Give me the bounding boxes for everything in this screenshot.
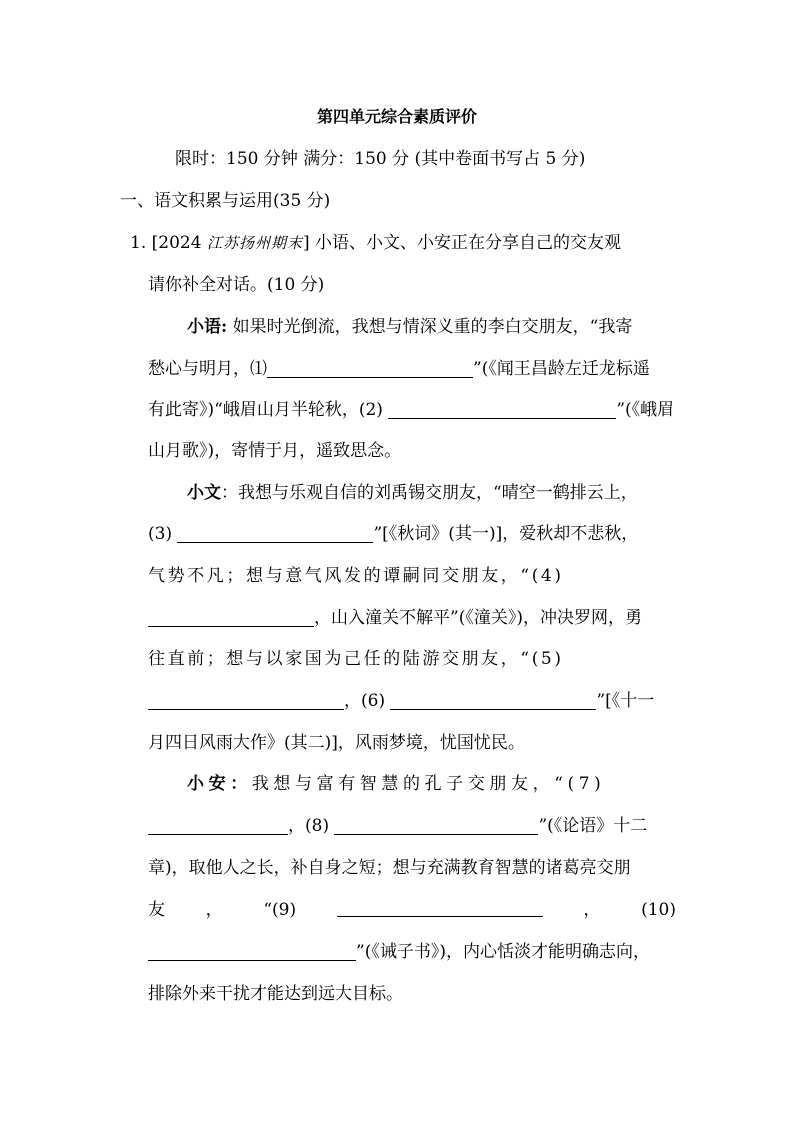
xiaoan-line3: 章)，取他人之长，补自身之短；想与充满教育智慧的诸葛亮交朋: [148, 858, 631, 878]
answer-blank-6[interactable]: [390, 691, 596, 710]
section-heading: 一、语文积累与运用(35 分): [120, 191, 331, 211]
answer-blank-4[interactable]: [148, 608, 314, 627]
question-source: 江苏扬州期末: [206, 234, 303, 252]
exam-meta: 限时：150 分钟 满分：150 分 (其中卷面书写占 5 分): [175, 149, 586, 169]
xiaoyu-line2: 愁心与明月，⑴ ”(《闻王昌龄左迁龙标遥: [148, 359, 650, 379]
xiaoan-line6: 排除外来干扰才能达到远大目标。: [148, 984, 403, 1004]
xiaowen-line1: 小文：我想与乐观自信的刘禹锡交朋友，“晴空一鹤排云上，: [187, 483, 638, 503]
xiaowen-line5: 往直前；想与以家国为己任的陆游交朋友，“(5): [148, 649, 564, 669]
answer-blank-7[interactable]: [148, 816, 288, 835]
answer-blank-8[interactable]: [334, 816, 538, 835]
answer-blank-10[interactable]: [148, 942, 356, 961]
answer-blank-2[interactable]: [388, 400, 616, 419]
question-1-intro: [130, 231, 621, 255]
speaker-xiaowen: 小文: [187, 483, 221, 503]
xiaowen-line2: (3) ”[《秋词》(其一)]，爱秋却不悲秋，: [148, 524, 639, 544]
xiaoyu-line3: 有此寄》)“峨眉山月半轮秋，(2) ”(《峨眉: [148, 400, 675, 420]
answer-blank-9[interactable]: [337, 898, 543, 917]
xiaowen-line6: ，(6) ”[《十一: [148, 689, 654, 713]
speaker-xiaoan: 小安：: [187, 774, 252, 794]
xiaoyu-line1: 小语: 如果时光倒流，我想与情深义重的李白交朋友，“我寄: [187, 317, 633, 337]
xiaoan-line5: ”(《诫子书》)，内心恬淡才能明确志向，: [148, 940, 650, 964]
xiaowen-line7: 月四日风雨大作》(其二)]，风雨梦境，忧国忧民。: [148, 733, 525, 753]
speaker-xiaoyu: 小语:: [187, 317, 228, 337]
answer-blank-1[interactable]: [267, 359, 473, 378]
xiaoan-line1: 小安：我想与富有智慧的孔子交朋友，“(7): [187, 774, 606, 794]
xiaoan-line4: 友 ， “(9) ， (10): [148, 900, 676, 920]
question-intro-text: ] 小语、小文、小安正在分享自己的交友观: [302, 233, 621, 253]
question-1-intro-line2: 请你补全对话。(10 分): [148, 275, 325, 295]
answer-blank-5[interactable]: [148, 691, 344, 710]
page-title: 第四单元综合素质评价: [316, 107, 477, 126]
xiaowen-line4: ，山入潼关不解平”(《潼关》)，冲决罗网，勇: [148, 606, 642, 630]
answer-blank-3[interactable]: [177, 524, 373, 543]
xiaoyu-line4: 山月歌》)，寄情于月，遥致思念。: [148, 441, 402, 461]
question-number: 1. [2024: [130, 233, 207, 253]
xiaoan-line2: ，(8) ”(《论语》十二: [148, 814, 647, 838]
xiaowen-line3: 气势不凡；想与意气风发的谭嗣同交朋友，“(4): [148, 566, 564, 586]
